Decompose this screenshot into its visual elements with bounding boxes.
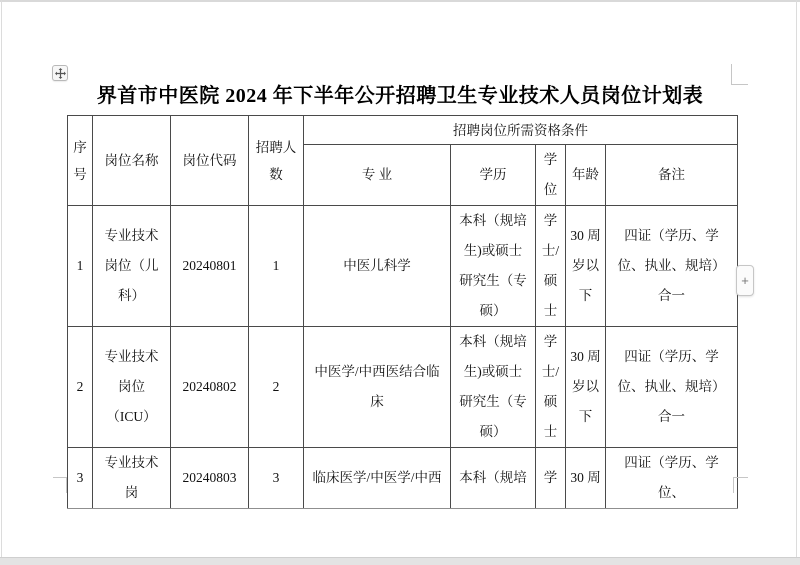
- cell-major[interactable]: 临床医学/中医学/中西: [304, 448, 451, 509]
- header-post-name[interactable]: 岗位名称: [93, 116, 171, 206]
- header-post-code[interactable]: 岗位代码: [171, 116, 249, 206]
- cell-age[interactable]: 30 周岁以下: [566, 327, 606, 448]
- cell-degree[interactable]: 学: [536, 448, 566, 509]
- header-index[interactable]: 序号: [68, 116, 93, 206]
- cell-remark[interactable]: 四证（学历、学位、执业、规培）合一: [606, 327, 738, 448]
- header-qualifications[interactable]: 招聘岗位所需资格条件: [304, 116, 738, 145]
- cell-education[interactable]: 本科（规培生)或硕士研究生（专硕）: [451, 206, 536, 327]
- cell-age[interactable]: 30 周: [566, 448, 606, 509]
- table-row-clipped: [68, 448, 738, 509]
- cell-index[interactable]: 1: [68, 206, 93, 327]
- cell-age[interactable]: 30 周岁以下: [566, 206, 606, 327]
- cell-post-code[interactable]: 20240802: [171, 327, 249, 448]
- add-button[interactable]: [736, 265, 754, 296]
- cell-degree[interactable]: 学士/硕士: [536, 206, 566, 327]
- table-row: [68, 327, 738, 448]
- cell-post-code[interactable]: 20240801: [171, 206, 249, 327]
- cell-major[interactable]: 中医学/中西医结合临床: [304, 327, 451, 448]
- plus-icon: +: [741, 273, 749, 288]
- header-remark[interactable]: 备注: [606, 145, 738, 206]
- header-row-top: [68, 116, 738, 145]
- header-age[interactable]: 年龄: [566, 145, 606, 206]
- cell-post-name[interactable]: 专业技术岗位（ICU）: [93, 327, 171, 448]
- cell-post-name[interactable]: 专业技术岗: [93, 448, 171, 509]
- header-education[interactable]: 学历: [451, 145, 536, 206]
- cell-major[interactable]: 中医儿科学: [304, 206, 451, 327]
- cell-index[interactable]: 2: [68, 327, 93, 448]
- table-row: [68, 206, 738, 327]
- cell-index[interactable]: 3: [68, 448, 93, 509]
- header-headcount[interactable]: 招聘人数: [249, 116, 304, 206]
- cell-education[interactable]: 本科（规培生)或硕士研究生（专硕）: [451, 327, 536, 448]
- cell-headcount[interactable]: 1: [249, 206, 304, 327]
- cell-post-code[interactable]: 20240803: [171, 448, 249, 509]
- page-bottom-strip: [0, 557, 800, 565]
- cell-headcount[interactable]: 2: [249, 327, 304, 448]
- page-top-edge: [0, 0, 800, 2]
- cell-education[interactable]: 本科（规培: [451, 448, 536, 509]
- header-degree[interactable]: 学位: [536, 145, 566, 206]
- cell-degree[interactable]: 学士/硕士: [536, 327, 566, 448]
- header-major[interactable]: 专 业: [304, 145, 451, 206]
- move-arrows-icon: [55, 68, 66, 79]
- recruitment-table: [67, 115, 738, 509]
- cell-headcount[interactable]: 3: [249, 448, 304, 509]
- cell-post-name[interactable]: 专业技术岗位（儿科）: [93, 206, 171, 327]
- document-title[interactable]: 界首市中医院 2024 年下半年公开招聘卫生专业技术人员岗位计划表: [96, 85, 704, 107]
- cell-remark[interactable]: 四证（学历、学位、: [606, 448, 738, 509]
- cell-remark[interactable]: 四证（学历、学位、执业、规培）合一: [606, 206, 738, 327]
